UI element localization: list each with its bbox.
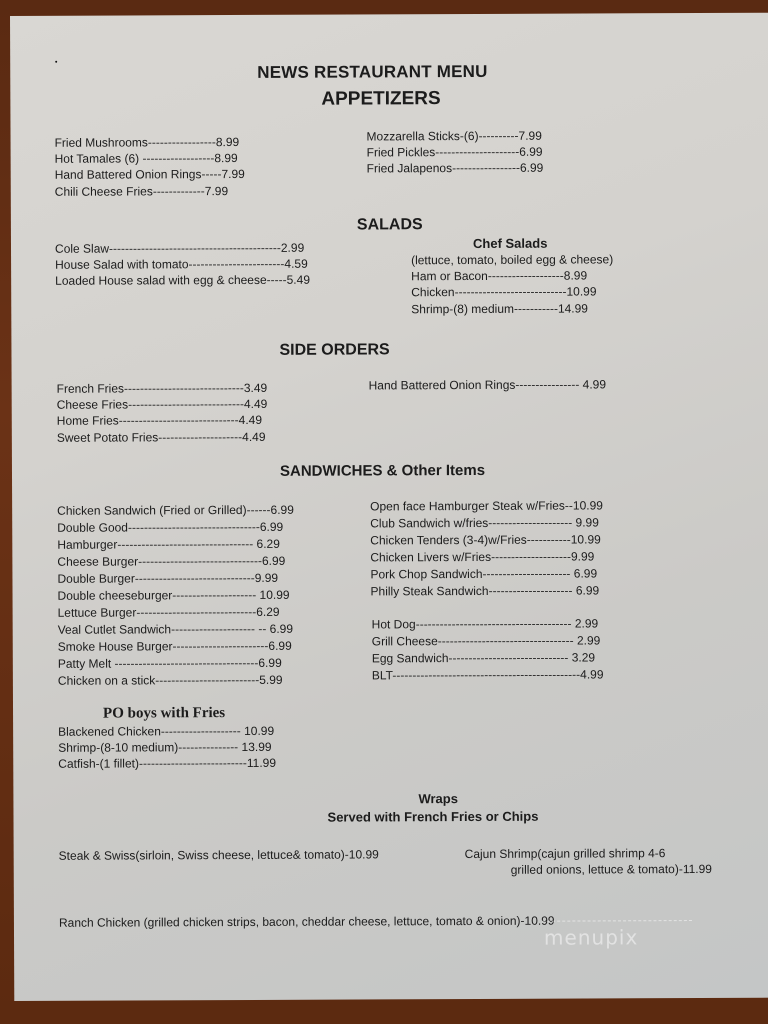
- menu-item: Shrimp-(8) medium-----------14.99: [411, 301, 588, 316]
- menu-item: Smoke House Burger------------------------6.99: [57, 638, 292, 654]
- side-orders-right-list: [369, 376, 606, 393]
- sandwiches-right-list-2: [372, 615, 604, 684]
- speck: [55, 61, 57, 63]
- menu-item: Ham or Bacon-------------------8.99: [411, 268, 588, 284]
- side-orders-left-list: [57, 380, 268, 446]
- menu-item: Fried Jalapenos-----------------6.99: [366, 161, 544, 176]
- menu-item: House Salad with tomato------------------------4.59: [55, 256, 308, 273]
- salads-heading: SALADS: [356, 216, 423, 234]
- menu-item: Sweet Potato Fries---------------------4.49: [56, 429, 266, 445]
- sandwiches-heading: SANDWICHES & Other Items: [279, 461, 486, 480]
- chef-salads-description: (lettuce, tomato, boiled egg & cheese): [411, 252, 614, 268]
- wraps-heading: Wraps: [418, 791, 458, 807]
- menu-item: Blackened Chicken-------------------- 10.99: [58, 723, 275, 739]
- menu-item: Patty Melt ------------------------------------6.99: [57, 655, 282, 671]
- menu-item: Hamburger---------------------------------- 6.29: [57, 536, 280, 552]
- menu-item: Mozzarella Sticks-(6)----------7.99: [366, 128, 542, 144]
- menu-item: Shrimp-(8-10 medium)--------------- 13.99: [58, 740, 272, 755]
- menu-item: BLT-----------------------------------------------4.99: [371, 667, 604, 683]
- menu-item: Double Burger------------------------------9.99: [57, 570, 279, 586]
- menu-item: Fried Mushrooms-----------------8.99: [54, 135, 240, 150]
- menu-item: Chicken on a stick--------------------------5.99: [57, 672, 283, 688]
- menu-item: Egg Sandwich------------------------------ 3.29: [371, 650, 596, 666]
- watermark-line: [542, 920, 692, 922]
- menu-item: Pork Chop Sandwich---------------------- 6.99: [370, 566, 598, 582]
- appetizers-heading: APPETIZERS: [321, 88, 441, 110]
- menu-item: Home Fries------------------------------4.49: [56, 413, 263, 429]
- appetizers-left-list: [55, 134, 245, 200]
- menu-item: Catfish-(1 fillet)---------------------------11.99: [58, 756, 277, 772]
- po-boys-list: [58, 723, 276, 773]
- menu-item: Cole Slaw-------------------------------------------2.99: [54, 240, 305, 256]
- menu-item: Double cheeseburger--------------------- 10.99: [57, 587, 290, 603]
- menu-item: Cheese Burger-------------------------------6.99: [57, 553, 286, 569]
- menu-item: Loaded House salad with egg & cheese-----5.49: [55, 273, 311, 289]
- salads-left-list: [55, 240, 310, 290]
- menu-item: Hand Battered Onion Rings---------------- 4.99: [368, 377, 607, 393]
- appetizers-right-list: [366, 128, 543, 177]
- wrap-ranch-chicken: Ranch Chicken (grilled chicken strips, bacon, cheddar cheese, lettuce, tomato & onion)-10.99: [58, 913, 555, 930]
- sandwiches-right-list-1: [370, 497, 603, 600]
- menu-item: Hot Dog--------------------------------------- 2.99: [371, 616, 599, 632]
- restaurant-title: NEWS RESTAURANT MENU: [257, 61, 488, 82]
- menu-item: Chicken Sandwich (Fried or Grilled)------6.99: [57, 502, 294, 518]
- menu-page: [10, 13, 768, 1001]
- menu-item: Chili Cheese Fries-------------7.99: [54, 183, 229, 199]
- menu-item: Club Sandwich w/fries--------------------- 9.99: [370, 515, 599, 531]
- menu-item: Chicken----------------------------10.99: [411, 284, 597, 300]
- menu-item: Grill Cheese---------------------------------- 2.99: [371, 633, 601, 649]
- wraps-subheading: Served with French Fries or Chips: [327, 808, 539, 825]
- wrap-cajun-shrimp-line2: grilled onions, lettuce & tomato)-11.99: [510, 861, 712, 877]
- menu-item: Cheese Fries-----------------------------4.49: [56, 397, 268, 413]
- menu-item: Veal Cutlet Sandwich--------------------- -- 6.99: [57, 621, 294, 637]
- menu-item: Double Good---------------------------------6.99: [57, 519, 284, 535]
- menupix-watermark: menupix: [543, 925, 639, 950]
- menu-item: Fried Pickles---------------------6.99: [366, 144, 543, 160]
- wrap-steak-swiss: Steak & Swiss(sirloin, Swiss cheese, lettuce& tomato)-10.99: [58, 847, 379, 863]
- chef-salads-heading: Chef Salads: [472, 235, 548, 251]
- menu-item: French Fries------------------------------3.49: [56, 380, 268, 396]
- po-boys-heading: PO boys with Fries: [103, 705, 226, 722]
- menu-item: Philly Steak Sandwich--------------------- 6.99: [370, 583, 600, 599]
- menu-item: Hot Tamales (6) ------------------8.99: [54, 151, 238, 167]
- menu-item: Chicken Tenders (3-4)w/Fries-----------10.99: [370, 532, 601, 548]
- menu-item: Lettuce Burger------------------------------6.29: [57, 604, 280, 620]
- menu-item: Chicken Livers w/Fries--------------------9.99: [370, 549, 595, 565]
- chef-salads-list: [411, 251, 613, 317]
- side-orders-heading: SIDE ORDERS: [279, 341, 390, 359]
- menu-item: Hand Battered Onion Rings-----7.99: [54, 167, 245, 183]
- wrap-cajun-shrimp-line1: Cajun Shrimp(cajun grilled shrimp 4-6: [464, 846, 666, 862]
- menu-item: Open face Hamburger Steak w/Fries--10.99: [370, 498, 603, 514]
- sandwiches-left-list: [57, 502, 295, 690]
